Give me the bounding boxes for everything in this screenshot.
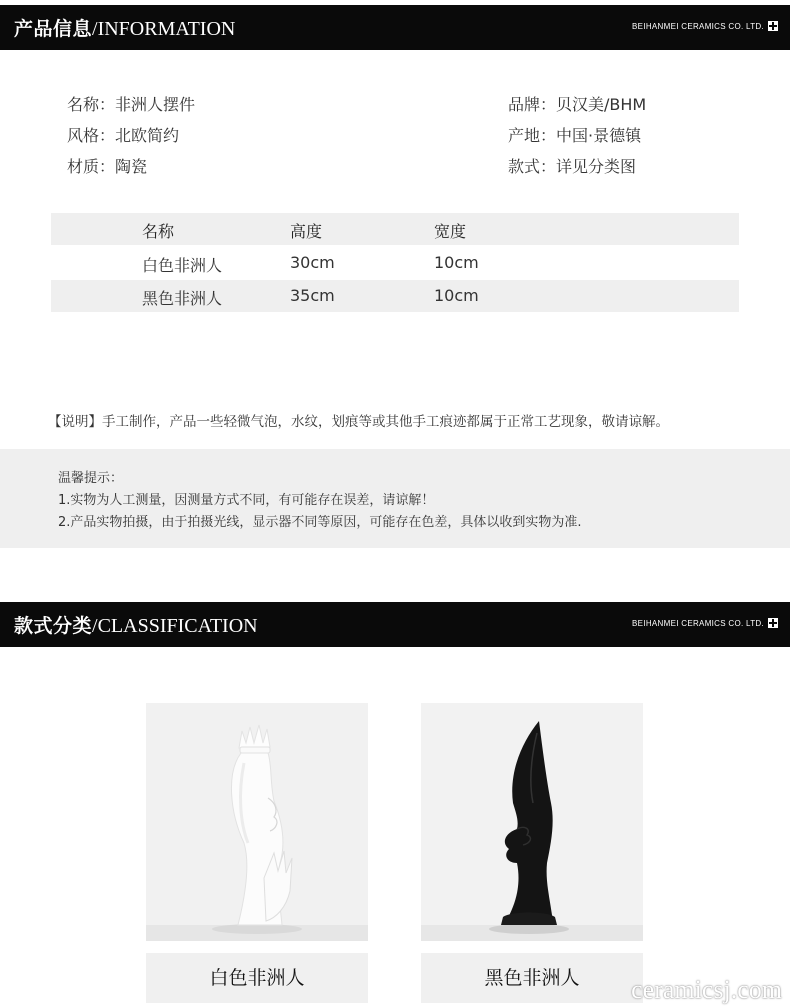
table-header-cell: 高度 (290, 222, 323, 241)
site-watermark: ceramicsj.com (631, 975, 782, 1004)
spec-item: 款式：详见分类图 (508, 157, 637, 176)
classification-title-cn: 款式分类 (14, 615, 93, 637)
tips-line: 1.实物为人工测量，因测量方式不同，有可能存在误差，请谅解！ (58, 493, 435, 508)
table-header-row (51, 213, 739, 245)
classification-title-en: /CLASSIFICATION (92, 615, 258, 637)
black-figurine-photo (421, 703, 643, 941)
company-name: BEIHANMEI CERAMICS CO. LTD. (632, 619, 764, 628)
black-figurine-caption: 黑色非洲人 (421, 953, 643, 1003)
company-name: BEIHANMEI CERAMICS CO. LTD. (632, 22, 764, 31)
tips-line: 2.产品实物拍摄，由于拍摄光线，显示器不同等原因，可能存在色差，具体以收到实物为准. (58, 515, 582, 530)
table-row (51, 280, 739, 312)
table-header-cell: 宽度 (434, 222, 467, 241)
craft-note: 【说明】手工制作，产品一些轻微气泡，水纹，划痕等或其他手工痕迹都属于正常工艺现象，敬请谅解。 (48, 414, 669, 430)
information-title-en: /INFORMATION (92, 18, 236, 40)
spec-item: 名称：非洲人摆件 (67, 95, 196, 114)
information-title-cn: 产品信息 (14, 18, 93, 40)
classification-header (0, 602, 790, 647)
table-cell: 10cm (434, 253, 479, 272)
plus-icon (768, 21, 778, 31)
table-cell: 30cm (290, 253, 335, 272)
white-figurine-photo (146, 703, 368, 941)
table-cell: 白色非洲人 (142, 256, 223, 275)
table-cell: 10cm (434, 286, 479, 305)
information-header (0, 5, 790, 50)
black-figurine-image (421, 703, 643, 941)
tips-box (0, 449, 790, 548)
table-row (51, 247, 739, 279)
spec-item: 产地：中国·景德镇 (508, 126, 642, 145)
white-figurine-caption: 白色非洲人 (146, 953, 368, 1003)
classification-title (14, 611, 258, 638)
plus-icon (768, 618, 778, 628)
white-figurine-image (146, 703, 368, 941)
spec-item: 材质：陶瓷 (67, 157, 148, 176)
tips-heading: 温馨提示： (58, 471, 124, 486)
information-title (14, 14, 235, 41)
table-header-cell: 名称 (142, 222, 175, 241)
spec-item: 风格：北欧简约 (67, 126, 180, 145)
table-cell: 黑色非洲人 (142, 289, 223, 308)
table-cell: 35cm (290, 286, 335, 305)
spec-item: 品牌：贝汉美/BHM (508, 95, 647, 114)
